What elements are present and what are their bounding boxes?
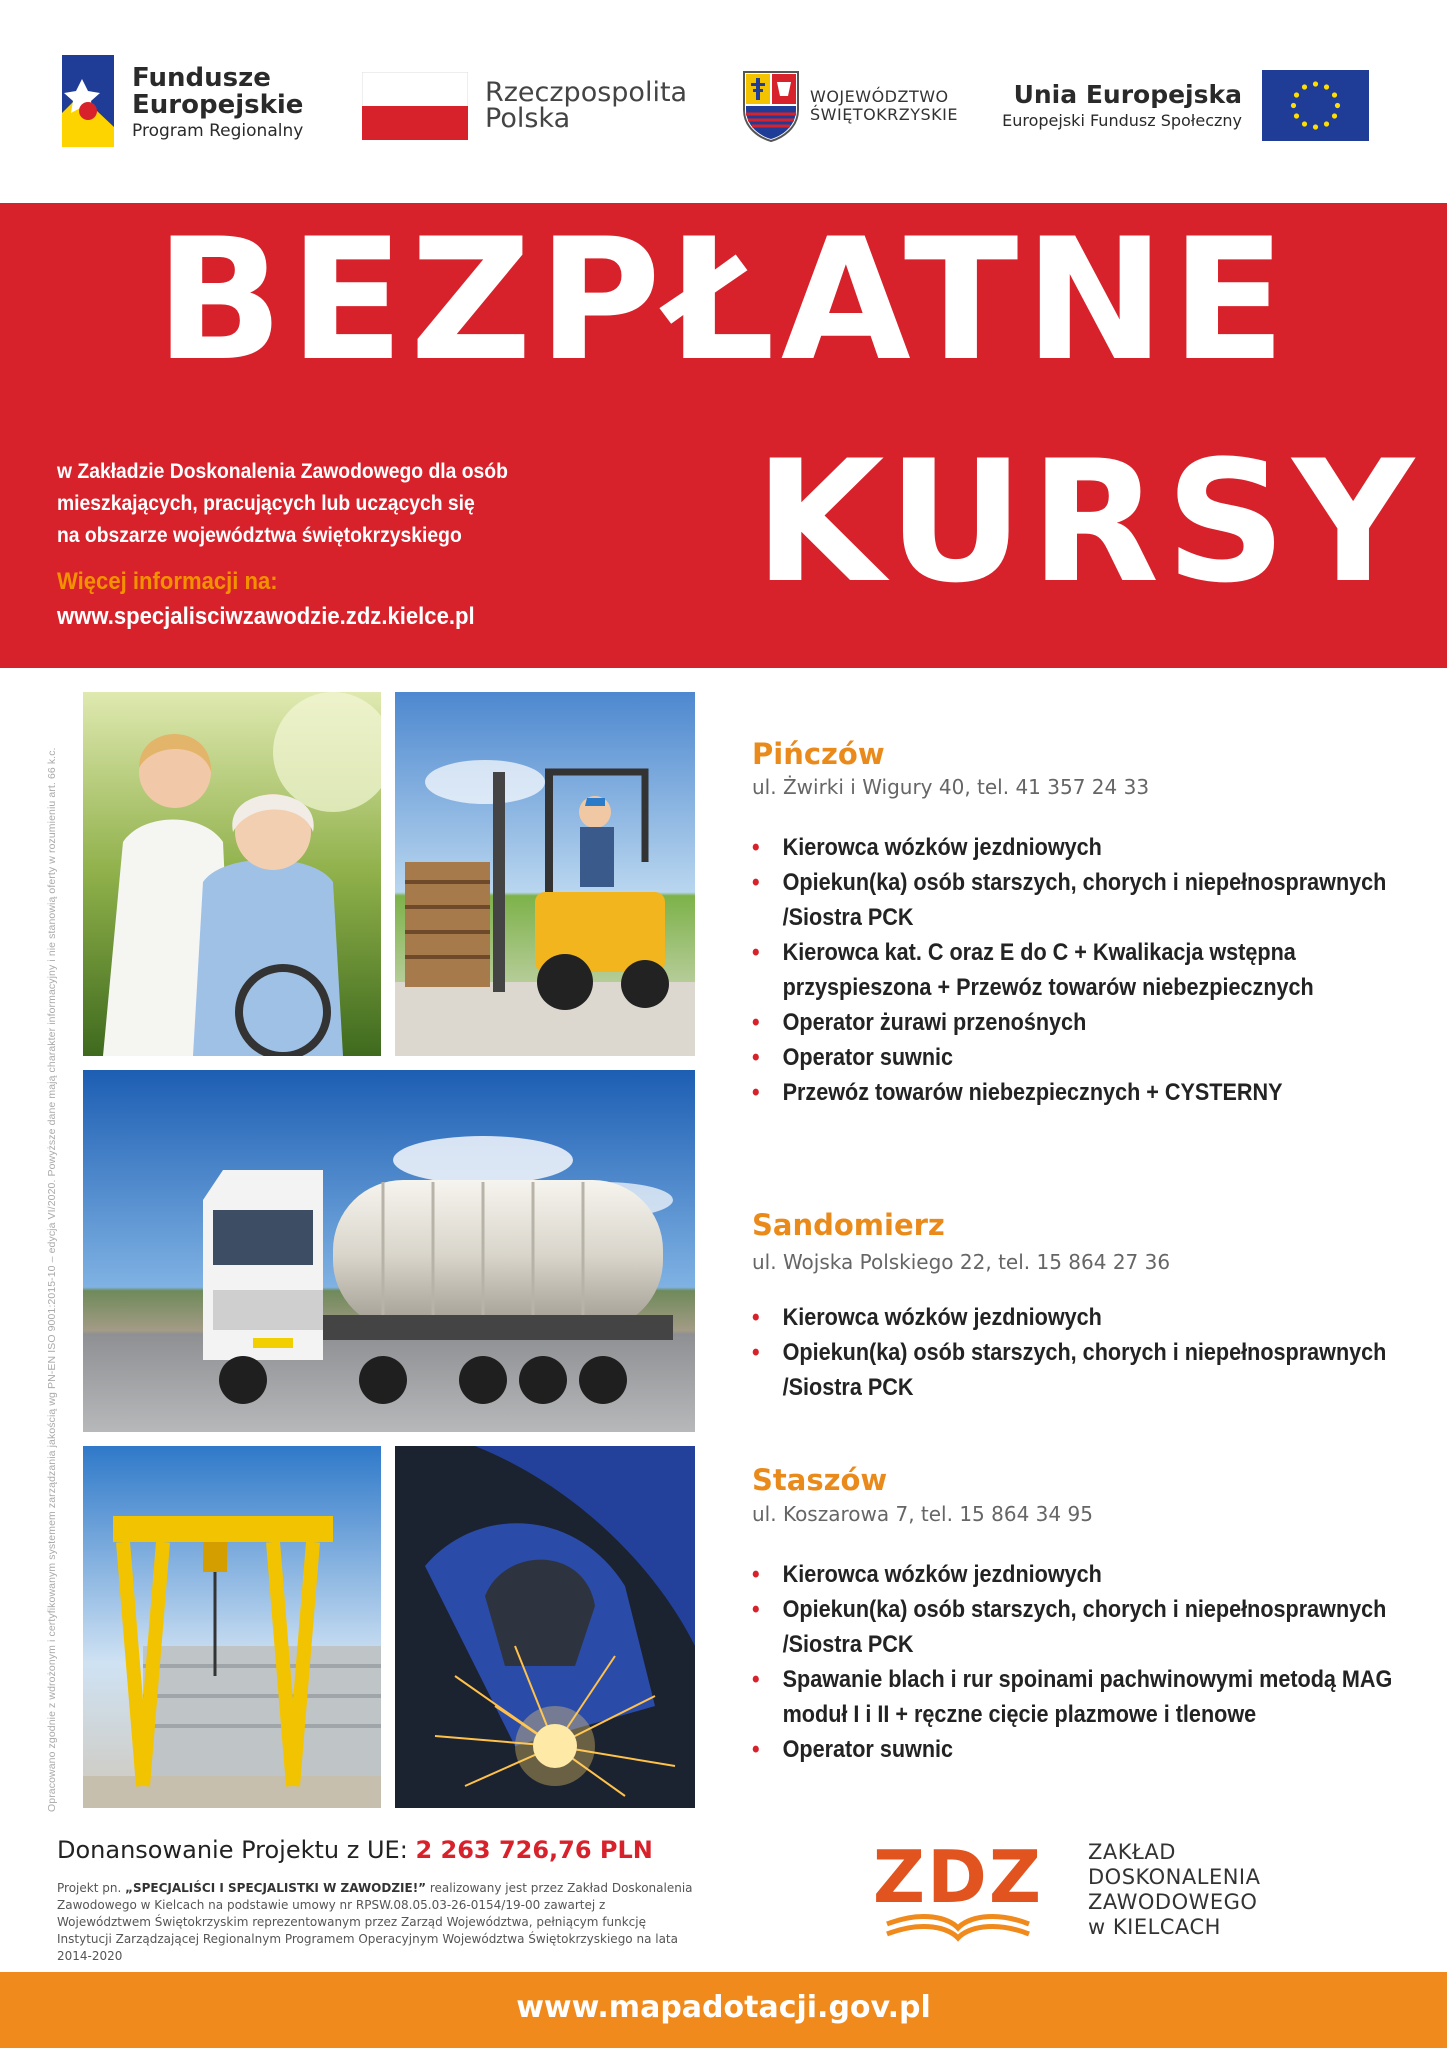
program-regionalny-label: Program Regionalny [132, 121, 304, 141]
city-staszow: Staszów [752, 1463, 888, 1497]
polish-flag-icon [362, 72, 468, 140]
address-staszow: ul. Koszarowa 7, tel. 15 864 34 95 [752, 1502, 1093, 1526]
course-list-staszow [752, 1557, 1412, 1767]
mapadotacji-link[interactable]: www.mapadotacji.gov.pl [516, 1990, 931, 2025]
course-list-sandomierz [752, 1300, 1412, 1405]
list-item: • Opiekun(ka) osób starszych, chorych i niepełnosprawnych /Siostra PCK [752, 865, 1404, 935]
rzeczpospolita-polska-name: Rzeczpospolita Polska [485, 77, 688, 134]
project-note-prefix: Projekt pn. [57, 1881, 126, 1895]
project-website-link[interactable]: www.specjalisciwzawodzie.zdz.kielce.pl [57, 603, 475, 630]
welder-photo [395, 1446, 695, 1808]
forklift-photo [395, 692, 695, 1056]
efs-label: Europejski Fundusz Społeczny [1002, 111, 1242, 130]
list-item: • Kierowca kat. C oraz E do C + Kwalikacja wstępna przyspieszona + Przewóz towarów niebezpiecznych [752, 935, 1404, 1005]
list-item: • Przewóz towarów niebezpiecznych + CYSTERNY [752, 1075, 1404, 1110]
project-note-body: realizowany jest przez Zakład Doskonalenia Zawodowego w Kielcach na podstawie umowy nr RPSW.08.05.03-26-0154/19-00 zawartej z Województwem Świętokrzyskim reprezentowanym przez Zarząd Województwa, pełniącym funkcję Instytucji Zarządzającej Regionalnym Programem Operacyjnym Województwa Świętokrzyskiego na lata 2014-2020 [57, 1881, 693, 1963]
list-item: • Kierowca wózków jezdniowych [752, 830, 1404, 865]
course-list-pinczow [752, 830, 1412, 1110]
list-item: • Operator suwnic [752, 1040, 1404, 1075]
headline-free: BEZPŁATNE [155, 202, 1292, 398]
eu-flag-icon [1262, 70, 1369, 141]
wojewodztwo-swietokrzyskie-name: WOJEWÓDZTWO ŚWIĘTOKRZYSKIE [810, 87, 958, 124]
fundusze-europejskie-name: Fundusze Europejskie [132, 63, 304, 120]
list-item: • Opiekun(ka) osób starszych, chorych i niepełnosprawnych /Siostra PCK [752, 1335, 1404, 1405]
unia-europejska-name: Unia Europejska [1013, 80, 1242, 109]
fundusze-europejskie-logo [62, 55, 114, 147]
list-item: • Spawanie blach i rur spoinami pachwinowymi metodą MAG moduł I i II + ręczne cięcie plazmowe i tlenowe [752, 1662, 1404, 1732]
banner-intro-text: w Zakładzie Doskonalenia Zawodowego dla osób mieszkających, pracujących lub uczących się na obszarze województwa świętokrzyskiego [57, 460, 508, 547]
list-item: • Kierowca wózków jezdniowych [752, 1557, 1404, 1592]
zdz-name: ZAKŁAD DOSKONALENIA ZAWODOWEGO w KIELCACH [1088, 1840, 1261, 1939]
funding-line [57, 1836, 653, 1864]
city-pinczow: Pińczów [752, 737, 885, 771]
list-item: • Operator żurawi przenośnych [752, 1005, 1404, 1040]
quality-disclaimer-vertical: Opracowano zgodnie z wdrożonym i certyfikowanym systemem zarządzania jakością wg PN-EN ISO 9001:2015-10 – edycja VI/2020. Powyższe dane mają charakter informacyjny i nie stanowią oferty w rozumieniu art. 66 k.c. [46, 747, 58, 1812]
city-sandomierz: Sandomierz [752, 1208, 945, 1242]
funding-label: Donansowanie Projektu z UE: [57, 1836, 408, 1864]
project-name: „SPECJALIŚCI I SPECJALISTKI W ZAWODZIE!” [125, 1881, 427, 1895]
more-info-label: Więcej informacji na: [57, 568, 278, 595]
gantry-crane-photo [83, 1446, 381, 1808]
swietokrzyskie-coat-of-arms-icon [742, 70, 800, 142]
zdz-logo [873, 1838, 1043, 1948]
list-item: • Kierowca wózków jezdniowych [752, 1300, 1404, 1335]
tanker-truck-photo [83, 1070, 695, 1432]
project-note [57, 1880, 697, 1965]
list-item: • Operator suwnic [752, 1732, 1404, 1767]
caregiver-photo [83, 692, 381, 1056]
address-sandomierz: ul. Wojska Polskiego 22, tel. 15 864 27 36 [752, 1250, 1171, 1274]
zdz-logo-text: ZDZ [873, 1838, 1043, 1919]
list-item: • Opiekun(ka) osób starszych, chorych i niepełnosprawnych /Siostra PCK [752, 1592, 1404, 1662]
funding-amount: 2 263 726,76 PLN [415, 1836, 653, 1864]
address-pinczow: ul. Żwirki i Wigury 40, tel. 41 357 24 33 [752, 775, 1150, 799]
headline-courses: KURSY [754, 424, 1420, 620]
